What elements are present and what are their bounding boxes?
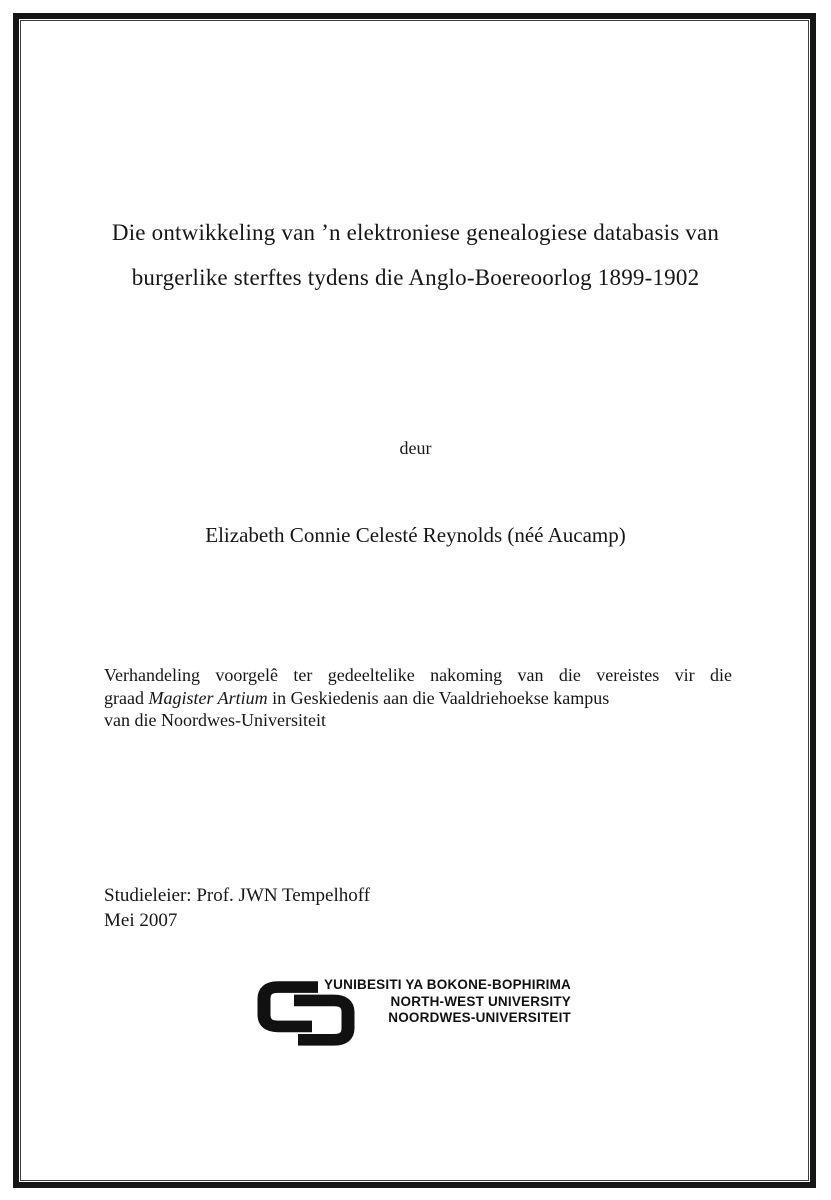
university-name-english: NORTH-WEST UNIVERSITY [390, 993, 571, 1009]
supervisor-and-date [104, 884, 370, 933]
thesis-title [55, 210, 776, 300]
thesis-title-line-2: burgerlike sterftes tydens die Anglo-Boereoorlog 1899-1902 [131, 265, 700, 290]
submission-statement-line-2 [104, 687, 732, 710]
university-name-afrikaans: NOORDWES-UNIVERSITEIT [388, 1010, 571, 1026]
byline: deur [399, 438, 432, 458]
degree-prefix: graad [104, 687, 149, 708]
submission-statement-line-3: van die Noordwes-Universiteit [104, 710, 326, 730]
author-name: Elizabeth Connie Celesté Reynolds (néé Aucamp) [205, 523, 626, 547]
date-line: Mei 2007 [104, 909, 178, 931]
university-logo [257, 979, 587, 1054]
supervisor-line: Studieleier: Prof. JWN Tempelhoff [104, 885, 371, 906]
degree-name: Magister Artium [148, 687, 268, 708]
submission-statement-line-1: Verhandeling voorgelê ter gedeeltelike nakoming van die vereistes vir die [104, 665, 732, 685]
university-name-setswana: YUNIBESITI YA BOKONE-BOPHIRIMA [323, 977, 571, 992]
university-logo-text [315, 977, 571, 1027]
degree-suffix: in Geskiedenis aan die Vaaldriehoekse kampus [267, 687, 610, 708]
thesis-title-line-1: Die ontwikkeling van ’n elektroniese genealogiese databasis van [111, 220, 720, 245]
submission-statement [104, 664, 732, 732]
